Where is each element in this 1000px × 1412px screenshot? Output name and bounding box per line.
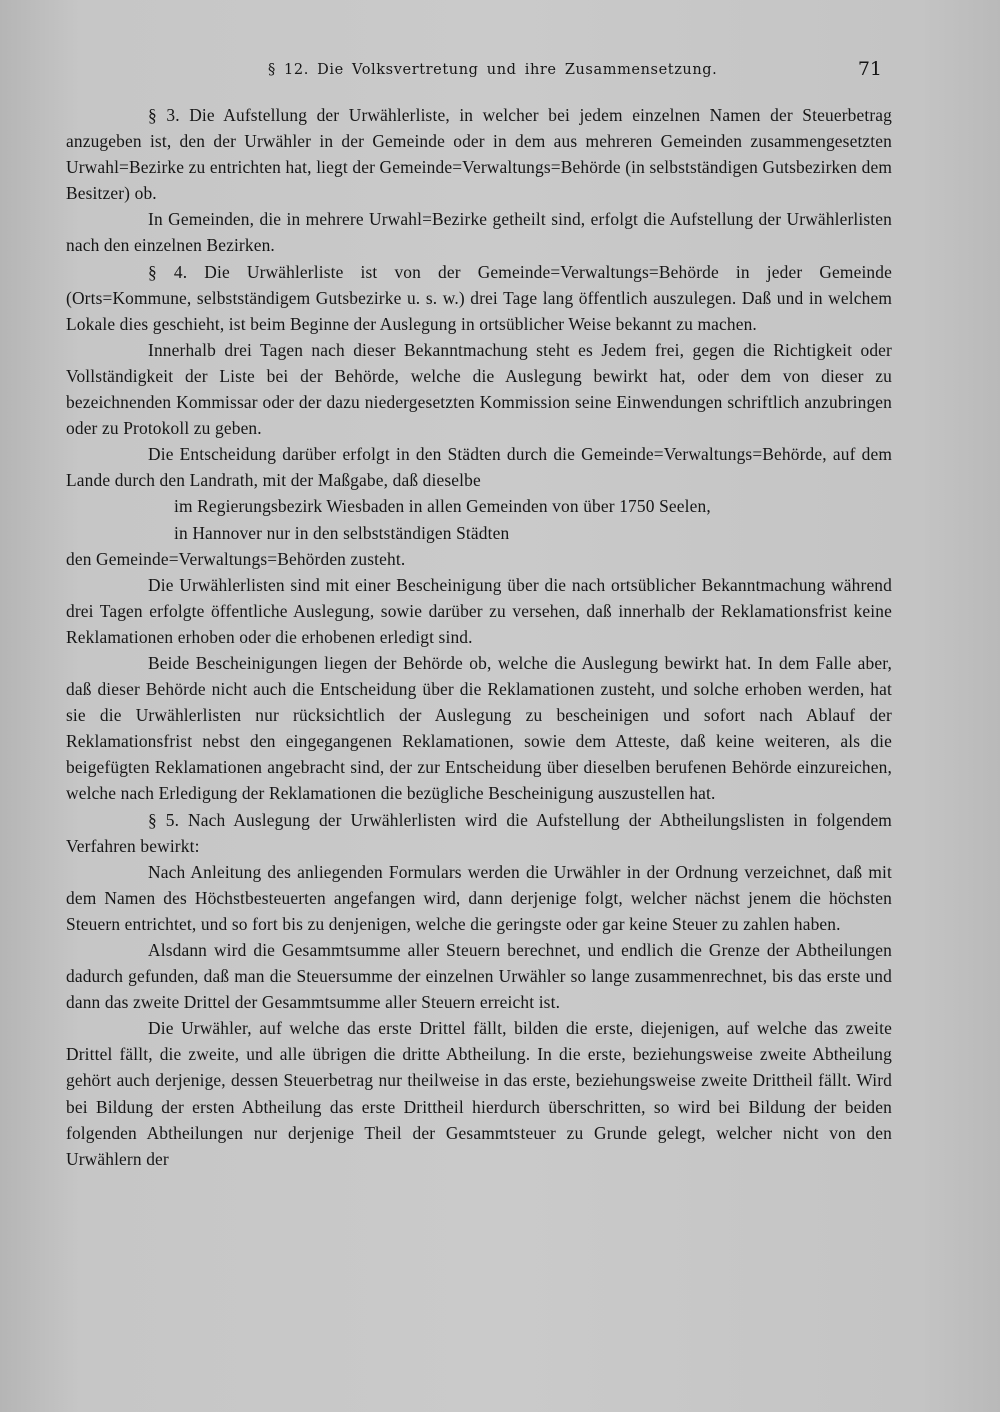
page-number: 71 xyxy=(857,58,882,80)
paragraph-continuation: den Gemeinde=Verwaltungs=Behörden zusteht. xyxy=(66,548,406,569)
paragraph: Innerhalb drei Tagen nach dieser Bekanntmachung steht es Jedem frei, gegen die Richtigkeit oder Vollständigkeit der Liste bei der Behörde, welche die Auslegung bewirkt hat, oder dem von dieser zu bezeichnenden Kommissar oder der dazu niedergesetzten Kommission seine Einwendungen schriftlich anzubringen oder zu Protokoll zu geben. xyxy=(66,339,892,439)
page-header xyxy=(0,58,1000,88)
running-title: § 12. Die Volksvertretung und ihre Zusammensetzung. xyxy=(268,62,718,78)
paragraph: Nach Anleitung des anliegenden Formulars werden die Urwähler in der Ordnung verzeichnet, daß mit dem Namen des Höchstbesteuerten angefangen wird, dann derjenige folgt, welcher nächst jenem die höchsten Steuern entrichtet, und so fort bis zu denjenigen, welche die geringste oder gar keine Steuer zu zahlen haben. xyxy=(66,861,892,934)
indented-clause-hannover: in Hannover nur in den selbstständigen Städten xyxy=(174,522,510,543)
indented-clause-wiesbaden: im Regierungsbezirk Wiesbaden in allen Gemeinden von über 1750 Seelen, xyxy=(174,496,711,517)
paragraph-section-4: § 4. Die Urwählerliste ist von der Gemeinde=Verwaltungs=Behörde in jeder Gemeinde (Orts=Kommune, selbstständigem Gutsbezirke u. s. w.) drei Tage lang öffentlich auszulegen. Daß und in welchem Lokale dies geschieht, ist beim Beginne der Auslegung in ortsüblicher Weise bekannt zu machen. xyxy=(66,261,892,334)
paragraph: In Gemeinden, die in mehrere Urwahl=Bezirke getheilt sind, erfolgt die Aufstellung der Urwählerlisten nach den einzelnen Bezirken. xyxy=(66,209,892,256)
paragraph-section-5: § 5. Nach Auslegung der Urwählerlisten wird die Aufstellung der Abtheilungslisten in folgendem Verfahren bewirkt: xyxy=(66,809,892,856)
paragraph: Alsdann wird die Gesammtsumme aller Steuern berechnet, und endlich die Grenze der Abtheilungen dadurch gefunden, daß man die Steuersumme der einzelnen Urwähler so lange zusammenrechnet, bis das erste und dann das zweite Drittel der Gesammtsumme aller Steuern erreicht ist. xyxy=(66,940,892,1013)
body-text xyxy=(66,102,892,1172)
paragraph: Beide Bescheinigungen liegen der Behörde ob, welche die Auslegung bewirkt hat. In dem Falle aber, daß dieser Behörde nicht auch die Entscheidung über die Reklamationen zusteht, und solche erhoben werden, hat sie die Urwählerlisten nur rücksichtlich der Auslegung zu bescheinigen und sofort nach Ablauf der Reklamationsfrist nebst den eingegangenen Reklamationen, sowie dem Atteste, daß keine weiteren, als die beigefügten Reklamationen angebracht sind, der zur Entscheidung über dieselben berufenen Behörde einzureichen, welche nach Erledigung der Reklamationen die bezügliche Bescheinigung auszustellen hat. xyxy=(66,652,892,804)
paragraph: Die Entscheidung darüber erfolgt in den Städten durch die Gemeinde=Verwaltungs=Behörde, auf dem Lande durch den Landrath, mit der Maßgabe, daß dieselbe xyxy=(66,444,892,491)
paragraph: Die Urwähler, auf welche das erste Drittel fällt, bilden die erste, diejenigen, auf welche das zweite Drittel fällt, die zweite, und alle übrigen die dritte Abtheilung. In die erste, beziehungsweise zweite Abtheilung gehört auch derjenige, dessen Steuerbetrag nur theilweise in das erste, beziehungsweise zweite Drittheil fällt. Wird bei Bildung der ersten Abtheilung das erste Drittheil hierdurch überschritten, so wird bei Bildung der beiden folgenden Abtheilungen nur derjenige Theil der Gesammtsteuer zu Grunde gelegt, welcher nicht von den Urwählern der xyxy=(66,1018,892,1169)
paragraph: Die Urwählerlisten sind mit einer Bescheinigung über die nach ortsüblicher Bekanntmachung während drei Tagen erfolgte öffentliche Auslegung, sowie darüber zu versehen, daß innerhalb der Reklamationsfrist keine Reklamationen erhoben oder die erhobenen erledigt sind. xyxy=(66,574,892,647)
paragraph-section-3: § 3. Die Aufstellung der Urwählerliste, in welcher bei jedem einzelnen Namen der Steuerbetrag anzugeben ist, den der Urwähler in der Gemeinde oder in dem aus mehreren Gemeinden zusammengesetzten Urwahl=Bezirke zu entrichten hat, liegt der Gemeinde=Verwaltungs=Behörde (in selbstständigen Gutsbezirken dem Besitzer) ob. xyxy=(66,105,892,204)
